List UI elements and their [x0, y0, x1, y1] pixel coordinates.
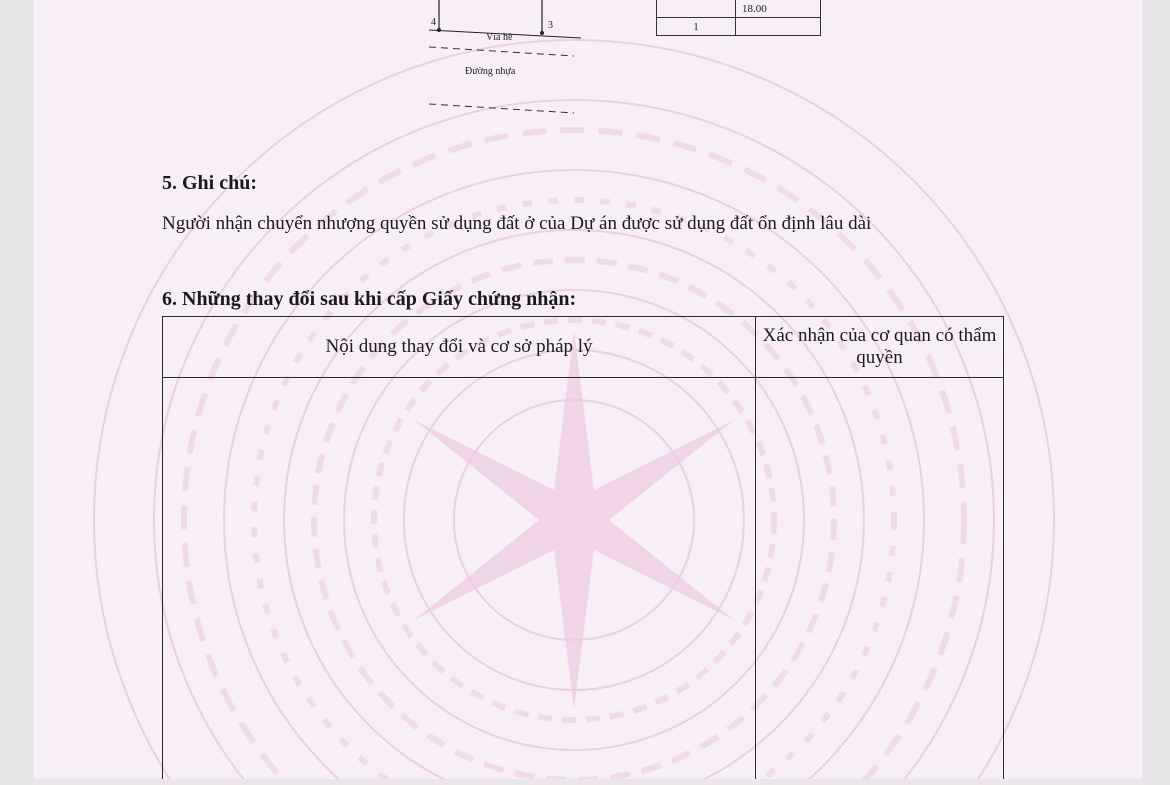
point-cell: [657, 0, 736, 18]
changes-table: [162, 316, 1004, 785]
table-header-row: [163, 317, 1004, 378]
road-label: Đường nhựa: [465, 66, 516, 77]
point-4-label: 4: [431, 17, 436, 28]
table-row: [657, 18, 821, 36]
table-row: [163, 378, 1004, 785]
point-3-label: 3: [548, 20, 553, 31]
authority-confirmation-header: Xác nhận của cơ quan có thẩm quyền: [756, 317, 1004, 378]
value-cell: 18.00: [736, 0, 821, 18]
sidewalk-label: Vỉa hè: [486, 32, 513, 43]
coordinate-table: [656, 0, 821, 36]
section-5-title: 5. Ghi chú:: [162, 172, 258, 194]
changes-content-header: Nội dung thay đổi và cơ sở pháp lý: [163, 317, 756, 378]
plot-boundary-drawing: [389, 0, 589, 125]
table-row: [657, 0, 821, 18]
certificate-page: [34, 0, 1142, 785]
changes-content-cell: [163, 378, 756, 785]
point-cell: 1: [657, 18, 736, 36]
section-6-title: 6. Những thay đổi sau khi cấp Giấy chứng nhận:: [162, 288, 577, 310]
value-cell: [736, 18, 821, 36]
authority-confirmation-cell: [756, 378, 1004, 785]
land-plot-sketch: [389, 0, 589, 125]
section-5-note: Người nhận chuyển nhượng quyền sử dụng đất ở của Dự án được sử dụng đất ổn định lâu dài: [162, 213, 872, 234]
